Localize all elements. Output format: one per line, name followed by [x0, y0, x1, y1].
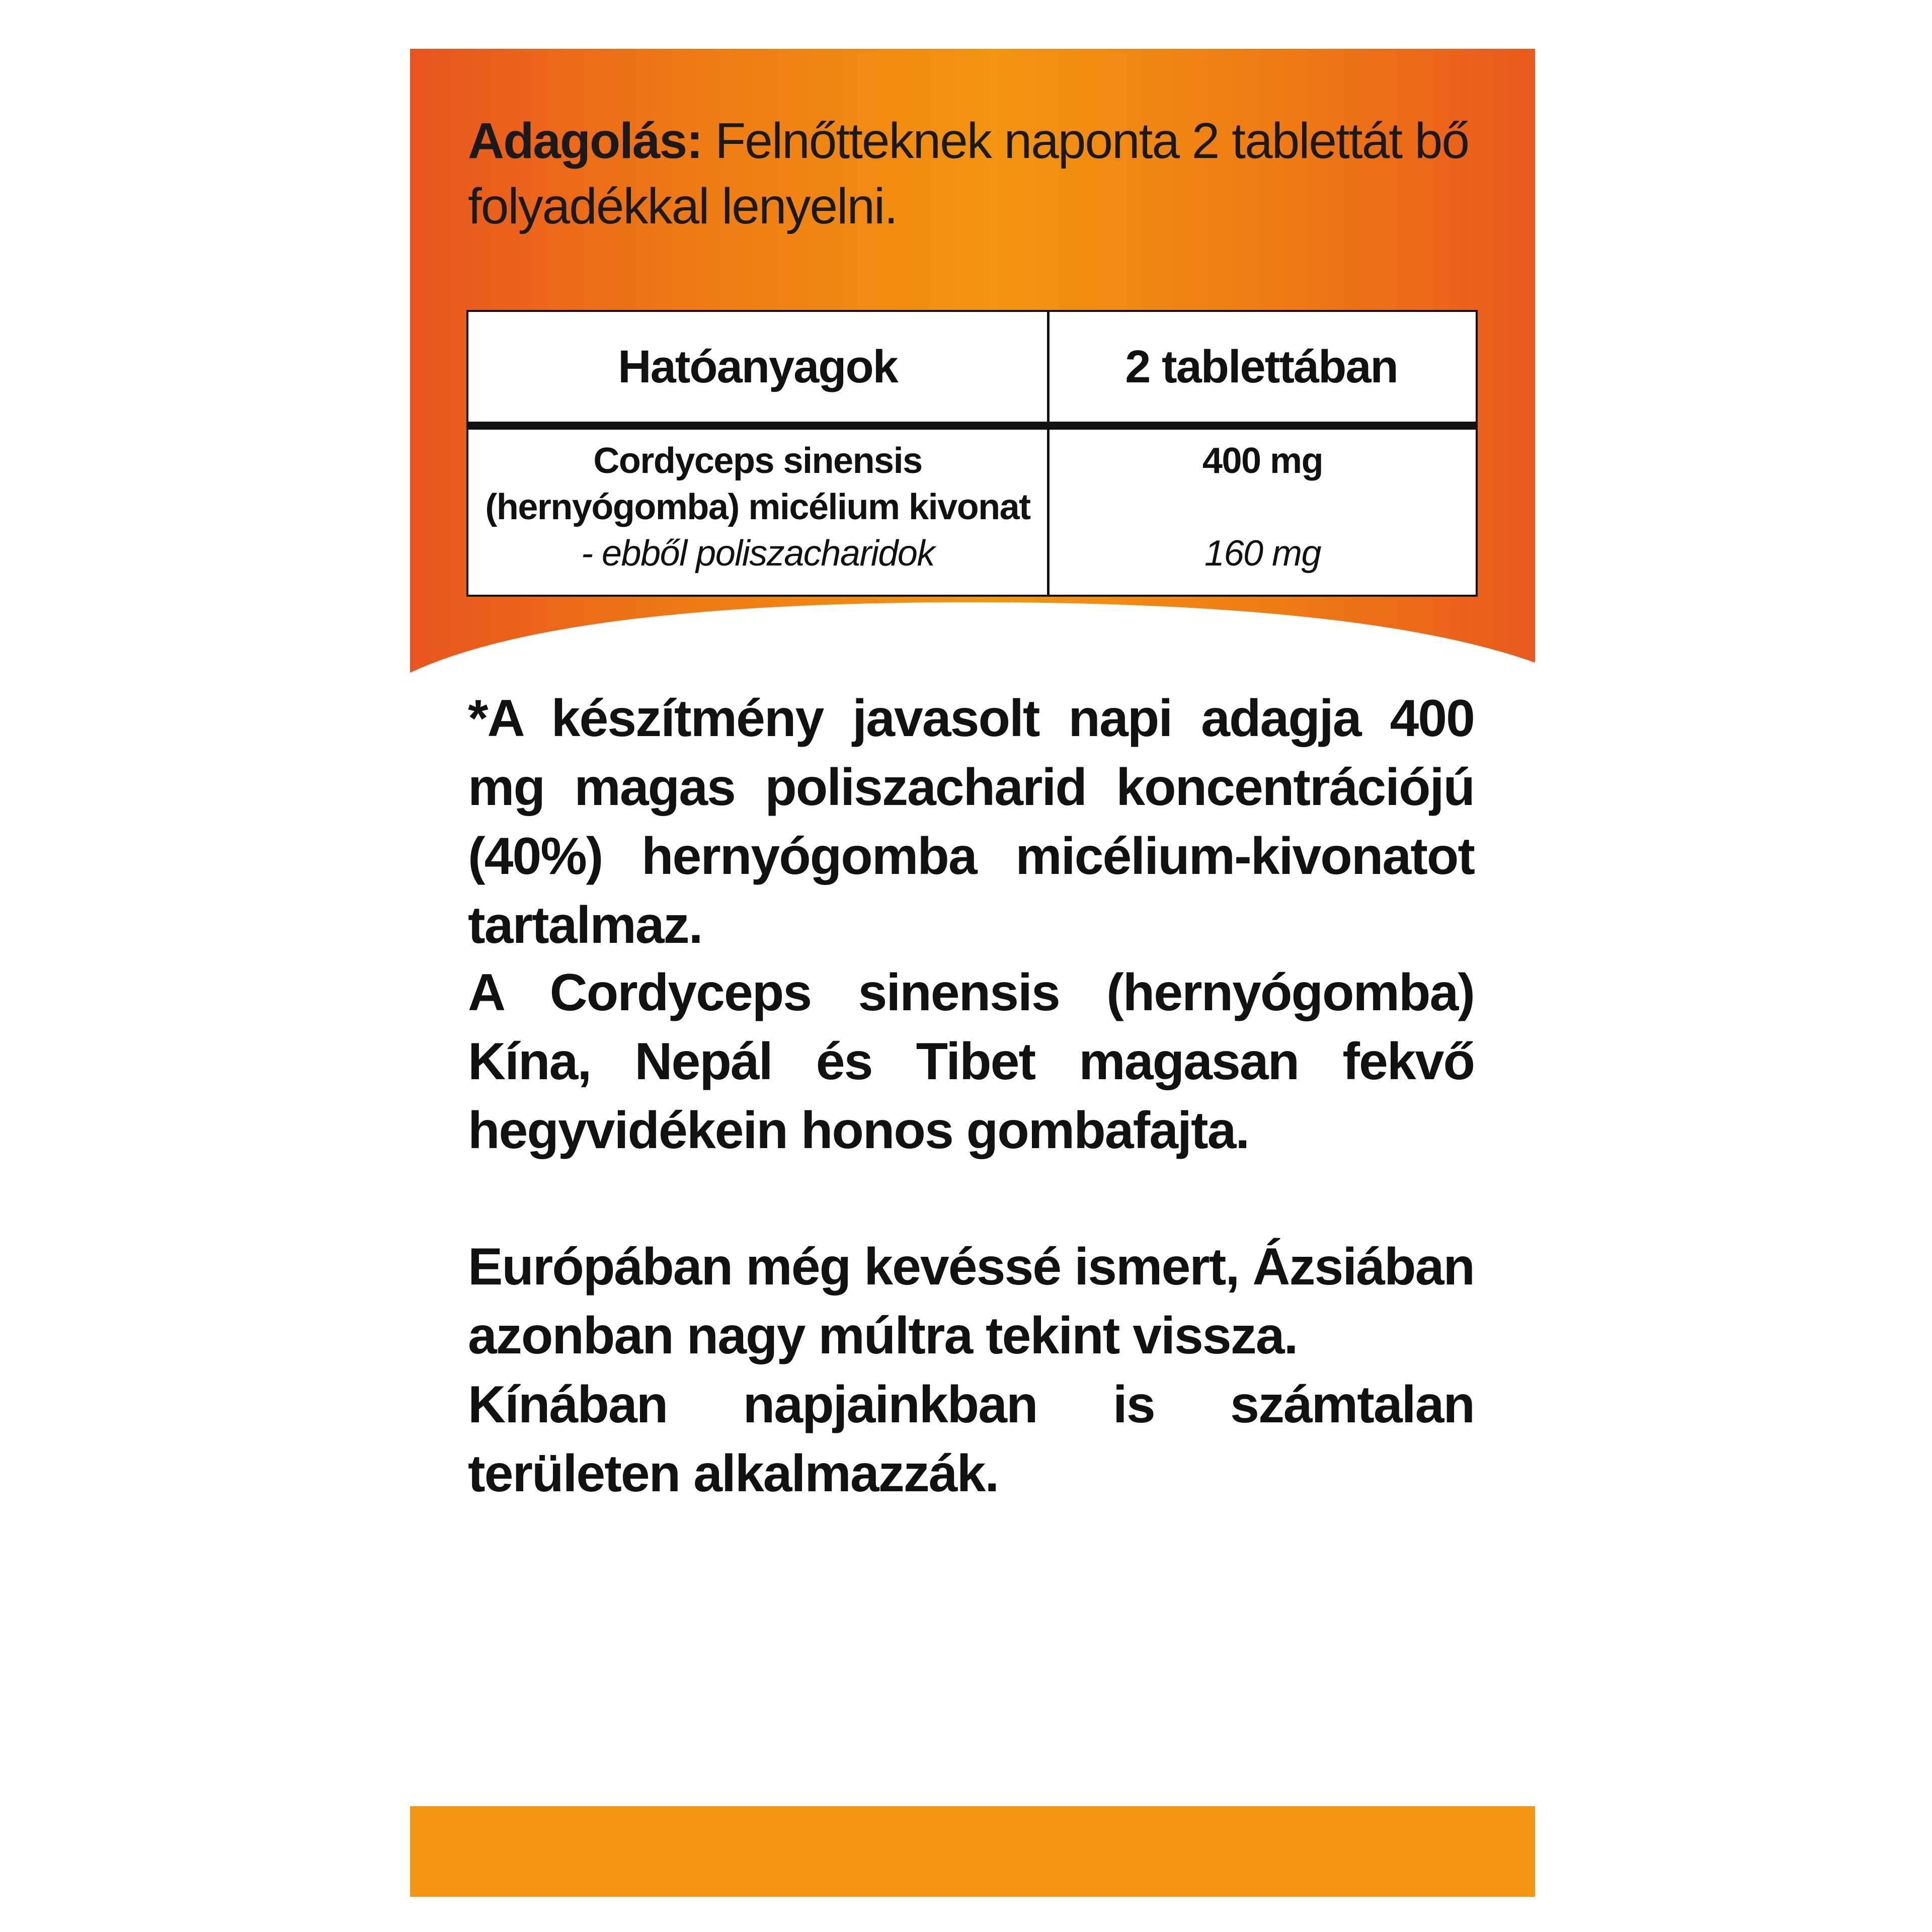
panel-curve-decoration: [410, 597, 1535, 673]
ingredient-amount: 400 mg: [1202, 441, 1323, 481]
paragraph-history-line-2: Kínában napjainkban is számtalan területen alkalmazzák.: [468, 1376, 1474, 1503]
table-header-divider: [468, 422, 1476, 430]
dosage-text: Felnőtteknek naponta 2 tablettát bő folyadékkal lenyelni.: [468, 113, 1469, 234]
paragraph-recommended-dose: *A készítmény javasolt napi adagja 400 mg magas poliszacharid koncentrációjú (40%) hernyógomba micélium-kivonatot tartalmaz.: [468, 689, 1474, 954]
ingredients-table: [466, 310, 1478, 597]
ingredient-name: Cordyceps sinensis (hernyógomba) micélium kivonat: [485, 441, 1030, 527]
paragraph-origin: A Cordyceps sinensis (hernyógomba) Kína, Nepál és Tibet magasan fekvő hegyvidékein honos gombafajta.: [468, 963, 1474, 1160]
ingredient-sub-name: - ebből poliszacharidok: [581, 533, 934, 574]
paragraph-history-line-1: Európában még kevéssé ismert, Ázsiában azonban nagy múltra tekint vissza.: [468, 1238, 1474, 1365]
table-cell-ingredient: [468, 438, 1047, 577]
dosage-label: Adagolás:: [468, 113, 702, 169]
paragraph-history: [468, 1233, 1474, 1508]
dosage-instructions: [468, 108, 1474, 239]
ingredient-sub-amount: 160 mg: [1204, 533, 1321, 574]
table-header-amount: 2 tablettában: [1125, 341, 1398, 392]
footer-bar: [410, 1806, 1535, 1897]
table-header-ingredients: Hatóanyagok: [618, 341, 898, 392]
table-cell-amount: [1050, 438, 1476, 577]
